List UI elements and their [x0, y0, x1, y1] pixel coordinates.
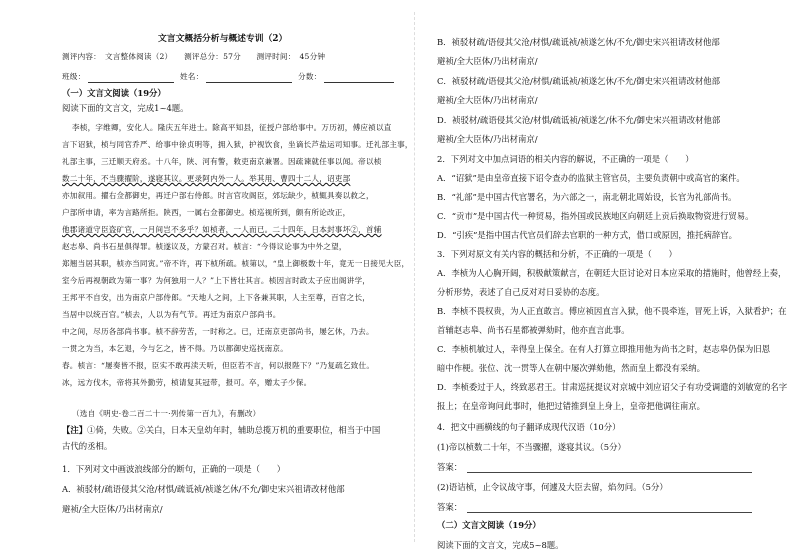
column-divider [414, 12, 415, 542]
q3-option-c[interactable]: C．李桢机敏过人，幸得皇上保全。在有人打算立即推用他为尚书之时，赵志皋仍保为旧恩 [437, 344, 771, 354]
section2-instruction: 阅读下面的文言文，完成5~8题。 [437, 540, 564, 550]
test-meta: 测评内容： 文言整体阅读（2） 测评总分：57分 测评时间： 45分钟 [62, 52, 326, 61]
name-label: 姓名： [180, 72, 204, 81]
passage-line: 赵志皋、尚书石星俱得罪。桢遂议及，方蒙召对。桢言：“今得议论事为中外之望， [62, 242, 347, 251]
q1-option-c-cont: 避祯/全大臣体/乃出材南京/ [437, 95, 538, 105]
section2-heading: （二）文言文阅读（19分） [437, 520, 541, 530]
q1-option-d-cont: 避祯/全大臣体/乃出材南京/ [437, 134, 538, 144]
score-label: 分数： [298, 72, 322, 81]
q4-sentence-1: (1)帝以桢数二十年，不当骤擢，遂寝其议。（5分） [437, 442, 626, 452]
q3-option-a[interactable]: A．李桢为人心胸开阔，积极献策献言，在朝廷大臣讨论对日本应采取的措施时，他曾经上奏， [437, 268, 787, 278]
name-blank[interactable] [206, 74, 292, 83]
passage-line-wavy: 他郡诸道守臣盗矿官，一月间岂不多乎？如桢者，一人而已。二十四年，日本封事坏②，首辅 [62, 225, 382, 234]
answer-line-1[interactable] [467, 472, 752, 473]
q3-option-d[interactable]: D．李桢委过于人，终致恶君王。甘肃巡抚提议对京城中刘应诏父子有功受调遣的刘敏宽的名字 [437, 382, 788, 392]
passage-line: 春。桢言：“屡奏皆不报，臣实不敢再渎天听，但臣若不言，何以报陛下？”乃复疏乞致仕。 [62, 361, 375, 370]
note [62, 424, 380, 436]
note-line-1: ①倚，失败。②关白，日本天皇幼年时，辅助总揽万机的重要职位，相当于中国 [87, 425, 381, 435]
passage-line: 亦加叙用。擢右佥都御史，再迁户部右侍郎。时言官攻阁臣，郊坛缺少，桢辄具奏以救之， [62, 191, 374, 200]
q4-stem: 4．把文中画横线的句子翻译成现代汉语（10分） [437, 422, 621, 432]
passage-line: 李桢，字维卿，安化人。隆庆五年进士。除高平知县，征授户部给事中。万历初，傅应祯以直 [72, 123, 392, 132]
q1-option-a[interactable]: A．祯驳材/疏语侵其父沧/材惧/疏诋祯/祯遂乞休/不允/御史宋兴祖请改材他部 [62, 484, 345, 494]
note-label: 【注】 [62, 425, 88, 435]
passage-line: 郑翘当居其职，桢亦当同寅。”帝不许，再下桢所疏。桢第以，“皇上御极数十年，竟无一日接见大臣， [62, 259, 410, 268]
q3-stem: 3．下列对原文有关内容的概括和分析，不正确的一项是（ ） [437, 249, 677, 259]
q3-option-d-cont: 报上；在皇帝询问此事时，他把过错推到皇上身上，皇帝把他调往南京。 [437, 401, 705, 411]
q1-option-b-cont: 避祯/全大臣体/乃出材南京/ [437, 56, 538, 66]
q4-answer-label-1: 答案： [437, 462, 463, 472]
class-label: 班级： [62, 72, 86, 81]
section1-heading: （一）文言文阅读（19分） [62, 88, 166, 98]
passage-line: 户部所申请，率为言路所拒。陕西，一属右佥都御史。桢巡视所到，颇有所论改正， [62, 208, 351, 217]
score-blank[interactable] [324, 74, 394, 83]
q2-option-c[interactable]: C．“贡市”是中国古代一种贸易，指外国或民族地区向朝廷上贡后换取物资进行贸易。 [437, 211, 754, 221]
q2-stem: 2．下列对文中加点词语的相关内容的解说，不正确的一项是（ ） [437, 154, 694, 164]
q2-option-b[interactable]: B．“礼部”是中国古代官署名，为六部之一，南北朝北周始设，长官为礼部尚书。 [437, 192, 737, 202]
passage-line: 冰，远方伐木，帝将其外勤劳，桢请复其冠带，报可。卒，赠太子少保。 [62, 378, 312, 387]
student-info-fields [62, 71, 397, 83]
q3-option-b[interactable]: B．李桢不畏权贵，为人正直敢言。傅应祯因直言入狱，他不畏牵连，冒死上诉，入狱看护；在 [437, 306, 787, 316]
q2-option-a[interactable]: A．“诏狱”是由皇帝直接下诏令查办的监狱主管官员，主要负责朝中或高官的案件。 [437, 173, 745, 183]
passage-line: 一贯之为当，本乞退，今与乞之，皆不得。乃以都御史巡抚南京。 [62, 344, 289, 353]
passage-line: 当居中以统百官。”桢去，人以为有气节。再迁为南京户部尚书。 [62, 310, 281, 319]
q1-option-c[interactable]: C．祯驳材疏/语侵其父沧/材惧/疏诋祯/祯遂乞休/不允/御史宋兴祖请改材他部 [437, 76, 720, 86]
q2-option-d[interactable]: D．“引疾”是指中国古代官员们辞去官职的一种方式，借口或原因，推托病辞官。 [437, 230, 738, 240]
passage-line: 王邦平不自安，出为南京户部侍郎。“天地人之间，上下各兼其职，人主至尊，百官之长， [62, 293, 371, 302]
q1-option-b[interactable]: B．祯驳材疏/语侵其父沧/材惧/疏诋祯/祯遂乞休/不允/御史宋兴祖请改材他部 [437, 37, 720, 47]
q1-option-a-cont: 避祯/全大臣体/乃出材南京/ [62, 504, 163, 514]
section1-instruction: 阅读下面的文言文，完成1~4题。 [62, 103, 189, 113]
passage-line: 礼部主事，三迁顺天府丞。十八年，陕、河有警，敕吏南京兼署。因疏谏就任事以闻。帝以桢 [62, 157, 382, 166]
q1-stem: 1．下列对文中画波浪线部分的断句，正确的一项是（ ） [62, 464, 286, 474]
passage-line: 中之间，尽历各部尚书事。桢不辞劳苦，一时称之。已，迁南京吏部尚书，屡乞休，乃去。 [62, 327, 374, 336]
page-title: 文言文概括分析与概述专训（2） [158, 34, 288, 44]
passage-line-underlined: 数二十年，不当骤擢阶，遂寝其议。更录阿内外一人。举其用、曹四十二人，诏吏部 [62, 174, 351, 183]
note-line-2: 古代的丞相。 [62, 441, 113, 451]
passage-line: 言下诏狱，桢与同官乔严、给事中徐贞明等，拥入狱，护视饮食，坐谪长芦盐运司知事。迁礼部主事， [62, 140, 413, 149]
q3-option-c-cont: 暗中作梗。张位、沈一贯等人在朝中屡次弹劾他，然而皇上都没有采纳。 [437, 363, 705, 373]
q1-option-d[interactable]: D．祯驳材/疏语侵其父沧/材惧/疏诋祯/祯遂乞/休不允/御史宋兴祖请改材他部 [437, 115, 721, 125]
answer-line-2[interactable] [467, 512, 752, 513]
passage-source: （选自《明史·卷二百二十一·列传第一百九》，有删改） [72, 409, 261, 418]
q3-option-a-cont: 分析形势，表述了自己反对对日妥协的态度。 [437, 287, 605, 297]
passage-line: 室今后再视朝政为第一事？为何独用一人？”上下皆壮其言。桢因言时政太子应出阁讲学， [62, 276, 371, 285]
q3-option-b-cont: 首辅赵志皋、尚书石星都被弹劾时，他亦直言此事。 [437, 325, 630, 335]
q4-sentence-2: (2)语诘桢，止令议战守事，何遽及大臣去留，焰勿问。（5分） [437, 482, 668, 492]
q4-answer-label-2: 答案： [437, 502, 463, 512]
class-blank[interactable] [88, 74, 174, 83]
